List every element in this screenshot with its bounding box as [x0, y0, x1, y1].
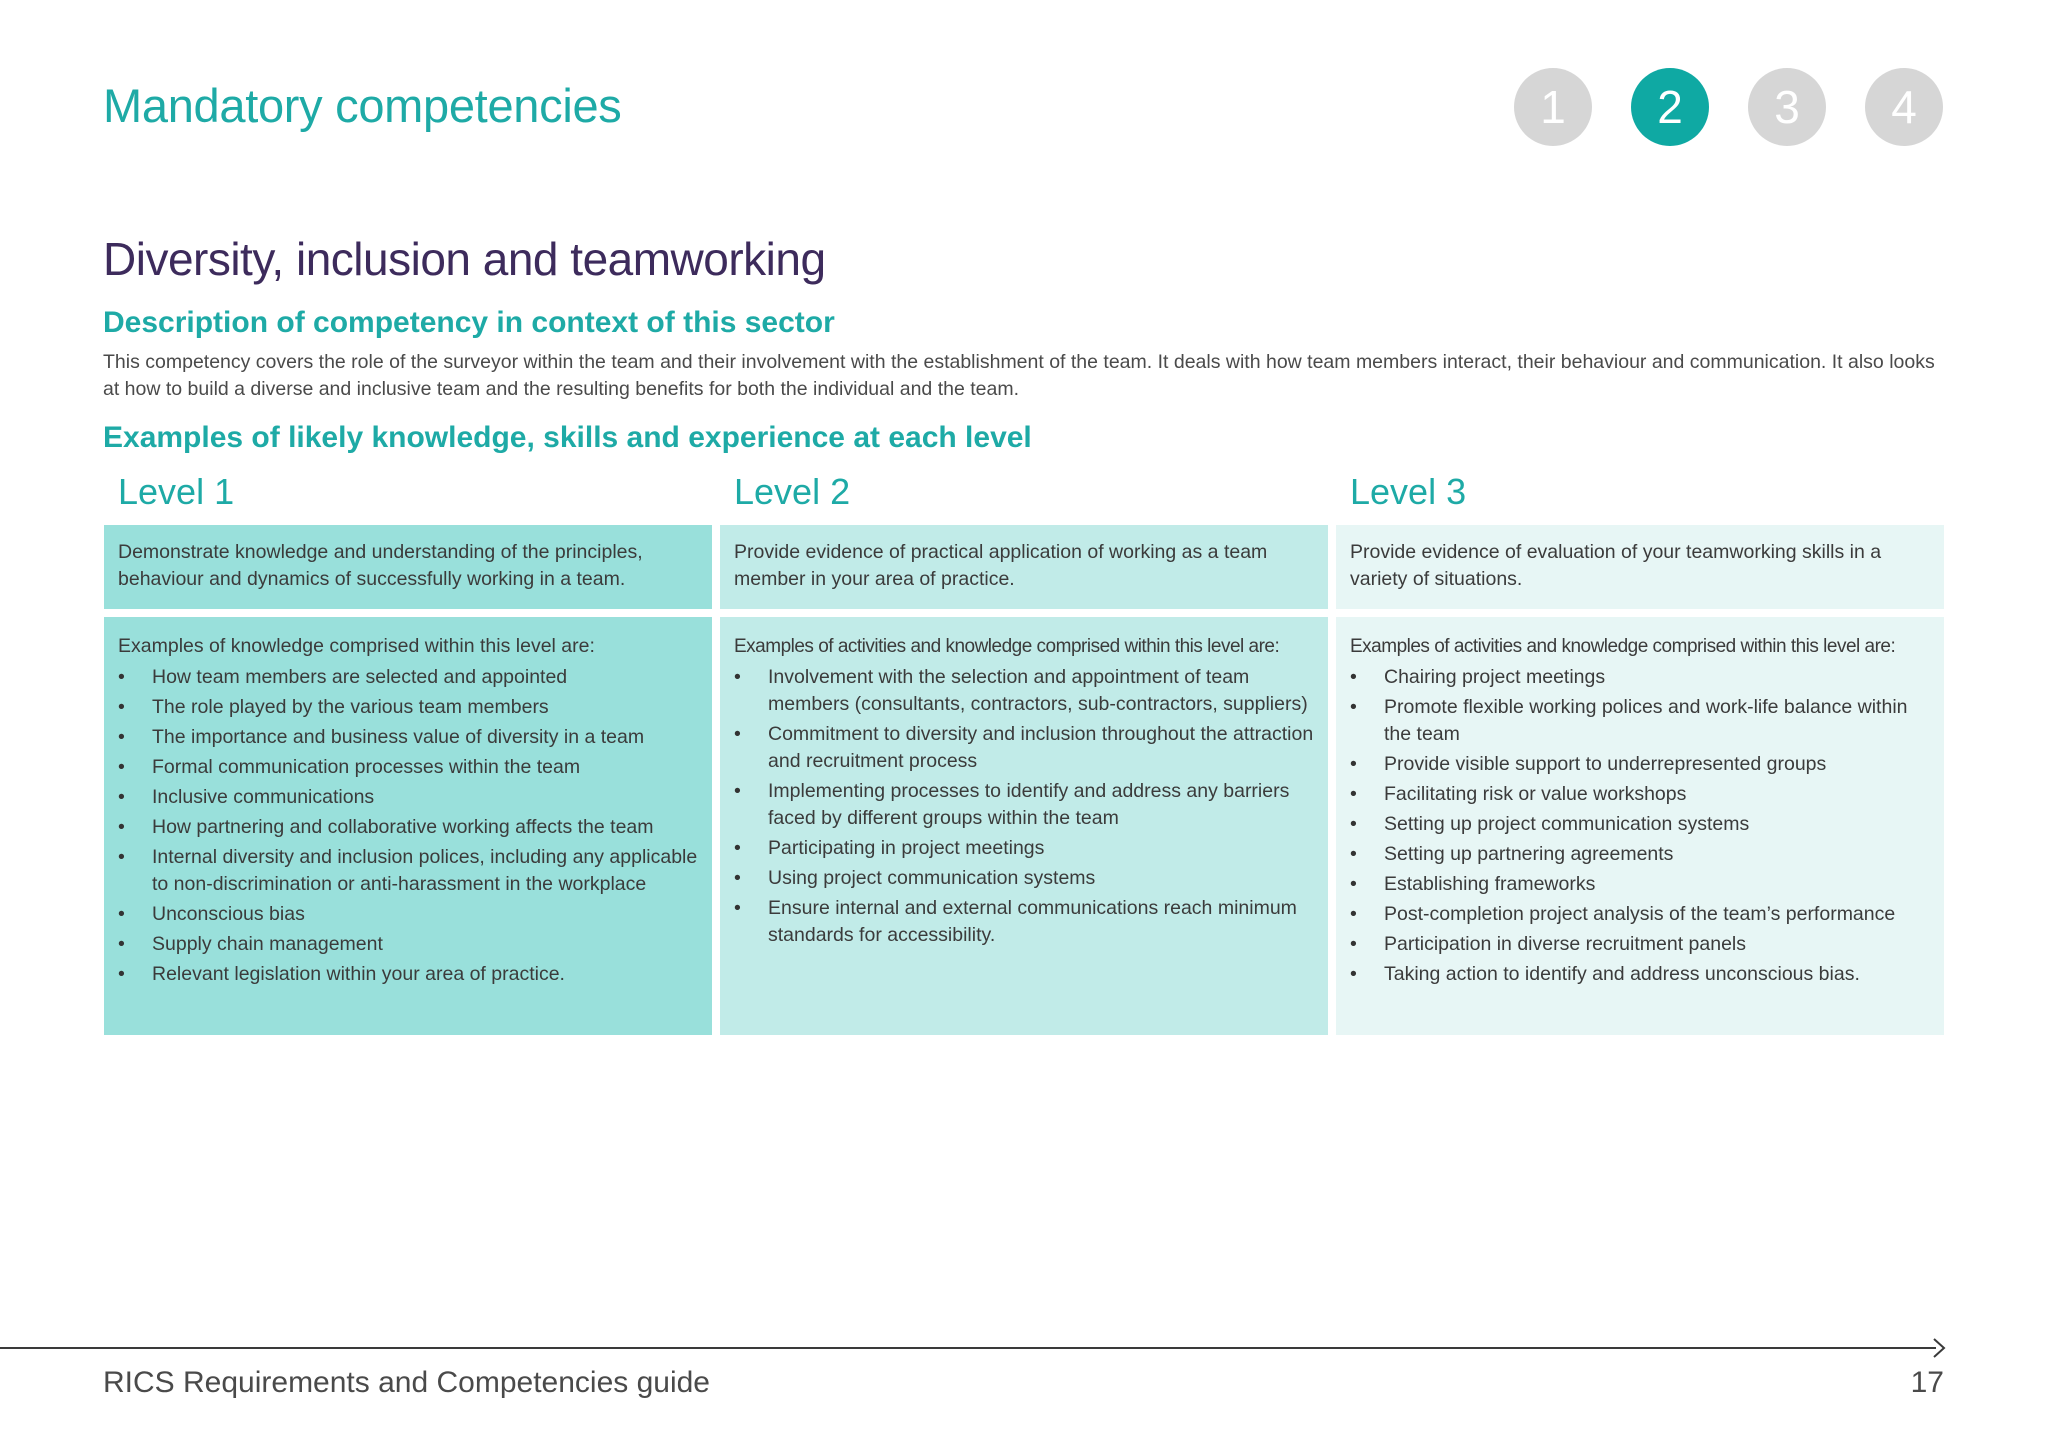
level-3-example-list [1350, 664, 1930, 988]
list-item: • The role played by the various team members [118, 694, 698, 721]
list-item: • Using project communication systems [734, 865, 1314, 892]
list-item: • Ensure internal and external communications reach minimum standards for accessibility. [734, 895, 1314, 949]
list-item: • Post-completion project analysis of the team’s performance [1350, 901, 1930, 928]
level-3-examples-intro: Examples of activities and knowledge comprised within this level are: [1350, 636, 1896, 657]
level-summary-row [104, 525, 1944, 609]
step-3-button[interactable]: 3 [1748, 68, 1826, 146]
arrow-right-icon [1926, 1337, 1948, 1359]
level-2-examples [720, 617, 1328, 1035]
step-4-button[interactable]: 4 [1865, 68, 1943, 146]
list-item: • How team members are selected and appointed [118, 664, 698, 691]
list-item: • Implementing processes to identify and address any barriers faced by different groups within the team [734, 778, 1314, 832]
list-item: • Inclusive communications [118, 784, 698, 811]
level-1-example-list [118, 664, 698, 988]
list-item: • Setting up partnering agreements [1350, 841, 1930, 868]
level-2-examples-intro: Examples of activities and knowledge comprised within this level are: [734, 636, 1280, 657]
section-title: Mandatory competencies [103, 79, 622, 132]
level-3-label: Level 3 [1350, 471, 1467, 512]
level-3-summary: Provide evidence of evaluation of your teamworking skills in a variety of situations. [1336, 525, 1944, 609]
examples-heading: Examples of likely knowledge, skills and experience at each level [103, 421, 1032, 454]
list-item: • Taking action to identify and address unconscious bias. [1350, 961, 1930, 988]
list-item: • Promote flexible working polices and work-life balance within the team [1350, 694, 1930, 748]
step-2-button[interactable]: 2 [1631, 68, 1709, 146]
step-navigation [1514, 68, 1943, 146]
list-item: • Setting up project communication systems [1350, 811, 1930, 838]
list-item: • Provide visible support to underrepresented groups [1350, 751, 1930, 778]
list-item: • Involvement with the selection and appointment of team members (consultants, contractors, sub-contractors, suppliers) [734, 664, 1314, 718]
level-3-examples [1336, 617, 1944, 1035]
list-item: • The importance and business value of diversity in a team [118, 724, 698, 751]
level-examples-row [104, 617, 1944, 1035]
list-item: • Chairing project meetings [1350, 664, 1930, 691]
levels-table [104, 468, 1944, 1035]
step-1-button[interactable]: 1 [1514, 68, 1592, 146]
list-item: • Unconscious bias [118, 901, 698, 928]
footer-divider [0, 1347, 1936, 1349]
competency-title: Diversity, inclusion and teamworking [103, 233, 826, 285]
footer-title: RICS Requirements and Competencies guide [103, 1366, 710, 1399]
page-number: 17 [1910, 1366, 1944, 1399]
level-1-examples-intro: Examples of knowledge comprised within this level are: [118, 635, 595, 657]
level-labels-row [104, 468, 1944, 516]
level-2-summary: Provide evidence of practical application of working as a team member in your area of practice. [720, 525, 1328, 609]
competency-description: This competency covers the role of the surveyor within the team and their involvement with the establishment of the team. It deals with how team members interact, their behaviour and communication. It also looks at how to build a diverse and inclusive team and the resulting benefits for both the individual and the team. [103, 351, 1935, 400]
list-item: • Facilitating risk or value workshops [1350, 781, 1930, 808]
level-1-label: Level 1 [118, 471, 235, 512]
level-1-summary: Demonstrate knowledge and understanding of the principles, behaviour and dynamics of successfully working in a team. [104, 525, 712, 609]
list-item: • Participating in project meetings [734, 835, 1314, 862]
level-2-example-list [734, 664, 1314, 949]
list-item: • Supply chain management [118, 931, 698, 958]
description-heading: Description of competency in context of this sector [103, 306, 835, 339]
list-item: • Relevant legislation within your area of practice. [118, 961, 698, 988]
level-1-examples [104, 617, 712, 1035]
list-item: • Commitment to diversity and inclusion throughout the attraction and recruitment process [734, 721, 1314, 775]
list-item: • Internal diversity and inclusion polices, including any applicable to non-discrimination or anti-harassment in the workplace [118, 844, 698, 898]
level-2-label: Level 2 [734, 471, 851, 512]
list-item: • Establishing frameworks [1350, 871, 1930, 898]
list-item: • Formal communication processes within the team [118, 754, 698, 781]
list-item: • How partnering and collaborative working affects the team [118, 814, 698, 841]
list-item: • Participation in diverse recruitment panels [1350, 931, 1930, 958]
